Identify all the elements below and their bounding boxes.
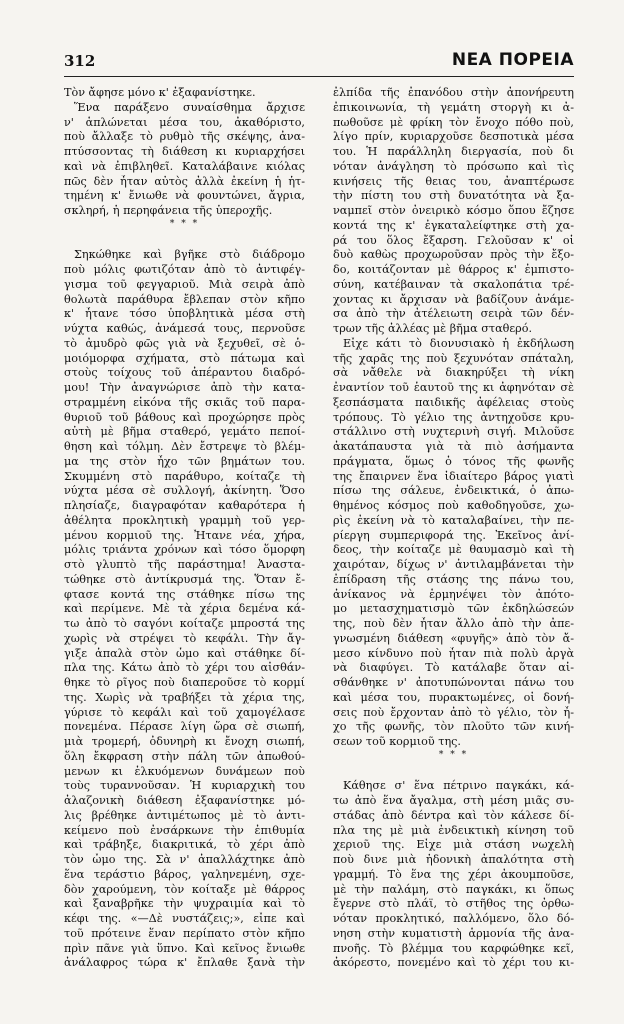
text-line: ποὺ δινε μιὰ ἡδονικὴ ἀπαλότητα στὴ [333,853,574,866]
text-line: σύνη, κατέβαιναν τὰ σκαλοπάτια τρέ- [333,277,574,291]
paragraph-gap [333,765,574,780]
text-line: πλησίαζε, διαγραφόταν καθαρότερα ἡ [64,499,305,512]
text-line: ρίεργη συμπεριφορά της. Ἐκεῖνος ἀνί- [333,528,574,542]
text-line: τω ἀπὸ ἕνα ἄγαλμα, στὴ μέση μιᾶς συ- [333,794,574,807]
text-line: πνοῆς. Τὸ βλέμμα του καρφώθηκε κεῖ, [333,941,574,955]
text-line: της ἔπαιρνεν ἕνα ἰδιαίτερο βάρος γιατὶ [333,469,574,483]
text-line: μα της στὸν ἦχο τῶν βημάτων του. [64,454,305,468]
text-line: κείμενο ποὺ ἐνσάρκωνε τὴν ἐπιθυμία [64,823,305,837]
text-line: στοὺς τοίχους τοῦ ἀπέραντου διαδρό- [64,366,305,380]
text-line: πλα της. Κάτω ἀπὸ τὸ χέρι του αἰσθάν- [64,661,305,675]
text-line: χοντας κι ἄρχισαν νὰ βαδίζουν ἀνάμε- [333,292,574,306]
text-line: μεσο κίνδυνο ποὺ ἦταν πιὰ πολὺ ἀργὰ [333,646,574,660]
text-line: ποὺ ἄλλαξε τὸ ρυθμὸ τῆς σκέψης, ἀνα- [64,130,305,144]
text-line: σθάνθηκε ν' ἀποτυπώνονται πάνω του [333,676,574,689]
text-line: σεων τοῦ κορμιοῦ της. [333,735,461,748]
text-line: τοὺς τυραννοῦσαν. Ἡ κυριαρχικὴ του [64,779,305,793]
text-line: ἀνίκανος νὰ ἑρμηνέψει τὸν ἀπότο- [333,587,574,601]
text-line: μιὰ τρομερή, ὀδυνηρὴ κι ἔνοχη σιωπή, [64,735,305,748]
text-line: φτασε κοντά της στάθηκε πίσω της [64,587,305,601]
page-header [64,50,574,72]
text-line: ἐναντίον τοῦ ἑαυτοῦ της κι ἀφηνόταν σὲ [333,381,574,394]
text-line: χαιρόταν, δίχως ν' ἀντιλαμβάνεται τὴν [333,558,574,571]
text-line: σκληρή, ἡ περηφάνεια τῆς ὑπεροχῆς. [64,204,273,217]
text-line: δο, κοιτάζονταν μὲ θάρρος κ' ἐμπιστο- [333,263,574,276]
text-line: πωθοῦσε μὲ φρίκη τὸν ἔνοχο πόθο ποὺ, [333,115,574,129]
text-line: χο τῆς φωνῆς, τὸν πλοῦτο τῶν κινή- [333,720,574,734]
text-line: κοντά της κ' ἐγκαταλείφτηκε στὴ χα- [333,218,574,232]
text-line: καὶ μέσα του, πυρακτωμένες, οἱ δονή- [333,690,574,704]
text-line: του. Ἡ παράλληλη διεργασία, ποὺ δι [333,145,574,158]
text-line: ρά του ὅλος ἔξαρση. Γελοῦσαν κ' οἱ [333,233,574,247]
text-line: πράγματα, ὅμως ὁ τόνος τῆς φωνῆς [333,454,574,468]
text-line: ποὺ μόλις φωτιζόταν ἀπὸ τὸ ἀντιφέγ- [64,263,305,276]
text-line: της. Χωρὶς νὰ τραβήξει τὰ χέρια της, [64,690,305,704]
section-break: * * * [169,218,200,229]
text-line: μένου κορμιοῦ της. Ἦτανε νέα, χήρα, [64,528,305,542]
text-line: καὶ τράβηξε, διακριτικά, τὸ χέρι ἀπὸ [64,838,305,852]
text-line: αὐτὴ μὲ βῆμα σταθερό, γεμάτο πεποί- [64,425,305,439]
text-line: πτύσσοντας τὴ διάθεση κι κυριαρχήσει [64,145,305,158]
text-line: μοιόμορφα σχήματα, στὸ πάτωμα καὶ [64,351,305,365]
text-line: καὶ ξαναβρῆκε τὴν ψυχραιμία καὶ τὸ [64,897,305,911]
left-text-column [64,86,305,971]
text-line: στὸ γλυπτὸ τῆς παράστημα! Ἀναστα- [64,558,305,571]
text-line: θυριοῦ τοῦ βάθους καὶ προχώρησε πρὸς [64,410,305,424]
text-line: χωρὶς νὰ στρέψει τὸ κεφάλι. Τὴν ἄγ- [64,631,305,645]
text-line: νόταν προκλητικό, παλλόμενο, ὅλο δό- [333,912,574,925]
text-line: δεος, τὴν κοίταζε μὲ θαυμασμὸ καὶ τὴ [333,543,574,557]
text-line: Σκυμμένη στὸ παράθυρο, κοίταζε τὴ [64,469,305,483]
text-line: νὰ διαφύγει. Τὸ κατάλαβε ὅταν αἰ- [333,661,574,675]
text-line: ν' ἁπλώνεται μέσα του, ἀκαθόριστο, [64,115,305,129]
text-line: της, ποὺ δὲν ἦταν ἄλλο ἀπὸ τὴν ἀπε- [333,617,574,630]
text-line: σὰ νἄθελε νὰ διακηρύξει τὴ νίκη [333,366,574,380]
text-line: καὶ νὰ ἐπιβληθεῖ. Καταλάβαινε κιόλας [64,159,305,173]
text-line: τρων τῆς ἀλλέας μὲ βῆμα σταθερό. [333,322,533,335]
text-line: μου! Τὴν ἀναγνώρισε ἀπὸ τὴν κατα- [64,381,305,394]
right-text-column [333,86,574,971]
text-line: πονεμένα. Πέρασε λίγη ὥρα σὲ σιωπή, [64,720,305,734]
text-line: θολωτὰ παράθυρα ἔβλεπαν στὸν κῆπο [64,292,305,306]
text-line: τημένη κ' ἔνιωθε νὰ φουντώνει, ἄγρια, [64,189,305,203]
text-line: μενων κι ἑλκυόμενων δυνάμεων ποὺ [64,764,305,778]
text-line: μὲ τὴν παλάμη, στὸ παγκάκι, κι ὅπως [333,882,574,896]
section-break: * * * [438,749,469,760]
text-line: γνωσμένη διάθεση «φυγῆς» ἀπὸ τὸν ἄ- [333,631,574,645]
text-line: νηση στὴν κυματιστὴ ἁρμονία τῆς ἀνα- [333,926,574,940]
text-line: τώθηκε στὸ ἀντίκρυσμά της. Ὅταν ἔ- [64,572,305,586]
text-line: ἐλπίδα τῆς ἐπανόδου στὴν ἀπονήρευτη [333,86,574,99]
text-line: τρόπους. Τὸ γέλιο της ἀντηχοῦσε κρυ- [333,410,574,424]
text-line: δυὸ καθὼς προχωροῦσαν πρὸς τὴν ἔξο- [333,248,574,262]
text-line: τῆς χαρᾶς της ποὺ ξεχυνόταν σπάταλη, [333,351,574,365]
text-line: ἐπίδραση τῆς στάσης της πάνω του, [333,572,574,586]
text-line: Ἕνα παράξενο συναίσθημα ἄρχισε [74,100,305,114]
text-line: κέφι της. «—Δὲ νυστάζεις;», εἶπε καὶ [64,912,305,925]
text-line: Σηκώθηκε καὶ βγῆκε στὸ διάδρομο [74,248,305,262]
text-line: νύχτα μέσα σὲ συλλογή, ἀκίνητη. Ὅσο [64,484,305,498]
journal-title: ΝΕΑ ΠΟΡΕΙΑ [451,50,574,70]
text-line: ἀκόρεστο, πονεμένο καὶ τὸ χέρι του κι- [333,956,574,970]
text-line: στάδας ἀπὸ δέντρα καὶ τὸν κάλεσε δί- [333,808,574,822]
header-rule [64,76,574,77]
text-line: πλα της μὲ μιὰ ἐνδεικτικὴ κίνηση τοῦ [333,823,574,837]
text-line: καὶ περίμενε. Μὲ τὰ χέρια δεμένα κά- [64,602,305,616]
text-line: ρὶς ἐκείνη νὰ τὸ καταλαβαίνει, τὴν πε- [333,513,574,527]
text-line: Κάθησε σ' ἕνα πέτρινο παγκάκι, κά- [343,779,574,793]
text-line: λις βρέθηκε ἀντιμέτωπος μὲ τὸ ἀντι- [64,808,305,822]
paragraph-gap [64,234,305,249]
text-line: γύρισε τὸ κεφάλι καὶ τοῦ χαμογέλασε [64,705,305,719]
text-line: νόταν ἀνάγληση τὸ πρόσωπο καὶ τὶς [333,159,574,173]
text-line: πῶς δὲν ἦταν αὐτὸς ἀλλὰ ἐκείνη ἡ ἡτ- [64,174,305,188]
text-line: ἀθέλητα προκλητικὴ γραμμὴ τοῦ γερ- [64,513,305,527]
text-line: κ' ἦτανε τόσο ὑποβλητικὰ μέσα στὴ [64,307,305,321]
text-line: στάλλινο στὴ νυχτερινὴ σιγή. Μιλοῦσε [333,425,574,439]
text-line: ὅλη ἔκφραση στὴν πάλη τῶν ἀπωθού- [64,749,305,763]
text-line: ξεσπάσματα παιδικῆς ἀφέλειας στοὺς [333,395,574,409]
text-line: χεριοῦ της. Εἶχε μιὰ στάση νωχελὴ [333,838,574,852]
text-line: πρὶν πᾶνε γιὰ ὕπνο. Καὶ κεῖνος ἔνιωθε [64,941,305,955]
text-line: Εἶχε κάτι τὸ διονυσιακὸ ἡ ἐκδήλωση [343,336,574,350]
text-line: ἐπικοινωνία, τὴ γεμάτη στοργὴ κι ἀ- [333,100,574,114]
text-line: ναμπεῖ στὸν ὀνειρικὸ κόσμο ὅπου ἔζησε [333,204,574,217]
text-line: ἀκατάπαυστα γιὰ τὰ πιὸ ἀσήμαντα [333,440,574,453]
text-line: ἔγερνε στὸ πλάϊ, τὸ στῆθος της ὀρθω- [333,897,574,911]
text-line: ἀνάλαφρος τώρα κ' ἔπλαθε ξανὰ τὴν [64,956,305,970]
text-line: θημένος κόσμος ποὺ καθοδηγοῦσε, χω- [333,499,574,512]
text-line: γιξε ἁπαλὰ στὸν ὦμο καὶ στάθηκε δί- [64,646,305,660]
text-line: πίσω της σάλευε, ἐνδεικτικά, ὁ ἀπω- [333,484,574,498]
text-line: νύχτα καθώς, ἀνάμεσά τους, περνοῦσε [64,322,305,335]
text-line: θηση καὶ τόλμη. Δὲν ἔστρεψε τὸ βλέμ- [64,440,305,453]
text-line: σα ἀπὸ τὴν ἀτέλειωτη σειρὰ τῶν δέν- [333,307,574,321]
text-line: τὴν πίστη του στὴ δυνατότητα νὰ ξα- [333,189,574,203]
text-line: στραμμένη εἰκόνα τῆς σκιᾶς τοῦ παρα- [64,395,305,409]
text-line: λίγο πρίν, κυριαρχοῦσε δεσποτικὰ μέσα [333,130,574,144]
text-line: σεις ποὺ ἔρχονταν ἀπὸ τὸ γέλιο, τὸν ἦ- [333,705,574,719]
text-line: τοῦ πρότεινε ἕναν περίπατο στὸν κῆπο [64,926,305,940]
text-line: Τὸν ἄφησε μόνο κ' ἐξαφανίστηκε. [64,86,256,99]
text-line: ἕνα τεράστιο βάρος, γαληνεμένη, σχε- [64,867,305,881]
text-line: γραμμή. Τὸ ἕνα της χέρι ἀκουμποῦσε, [333,867,574,881]
text-line: θηκε τὸ ρῖγος ποὺ διαπεροῦσε τὸ κορμί [64,676,305,689]
text-line: γισμα τοῦ φεγγαριοῦ. Μιὰ σειρὰ ἀπὸ [64,277,305,291]
text-line: δὸν χαρούμενη, τὸν κοίταξε μὲ θάρρος [64,882,305,896]
text-line: μο μετασχηματισμὸ τῶν ἐκδηλώσεών [333,602,574,616]
text-line: μόλις τριάντα χρόνων καὶ τόσο ὅμορφη [64,543,305,557]
text-line: κινήσεις τῆς θειας του, ἀναπτέρωσε [333,174,574,188]
text-line: τὸν ὦμο της. Σὰ ν' ἀπαλλάχτηκε ἀπὸ [64,853,305,866]
text-line: ἀλαζονικὴ διάθεση ἐξαφανίστηκε μό- [64,794,305,807]
text-line: τω ἀπὸ τὸ σαγόνι κοίταζε μπροστά της [64,617,305,630]
page-number: 312 [64,52,96,70]
text-line: τὸ ἀμυδρὸ φῶς γιὰ νὰ ξεχυθεῖ, σὲ ὁ- [64,336,305,350]
